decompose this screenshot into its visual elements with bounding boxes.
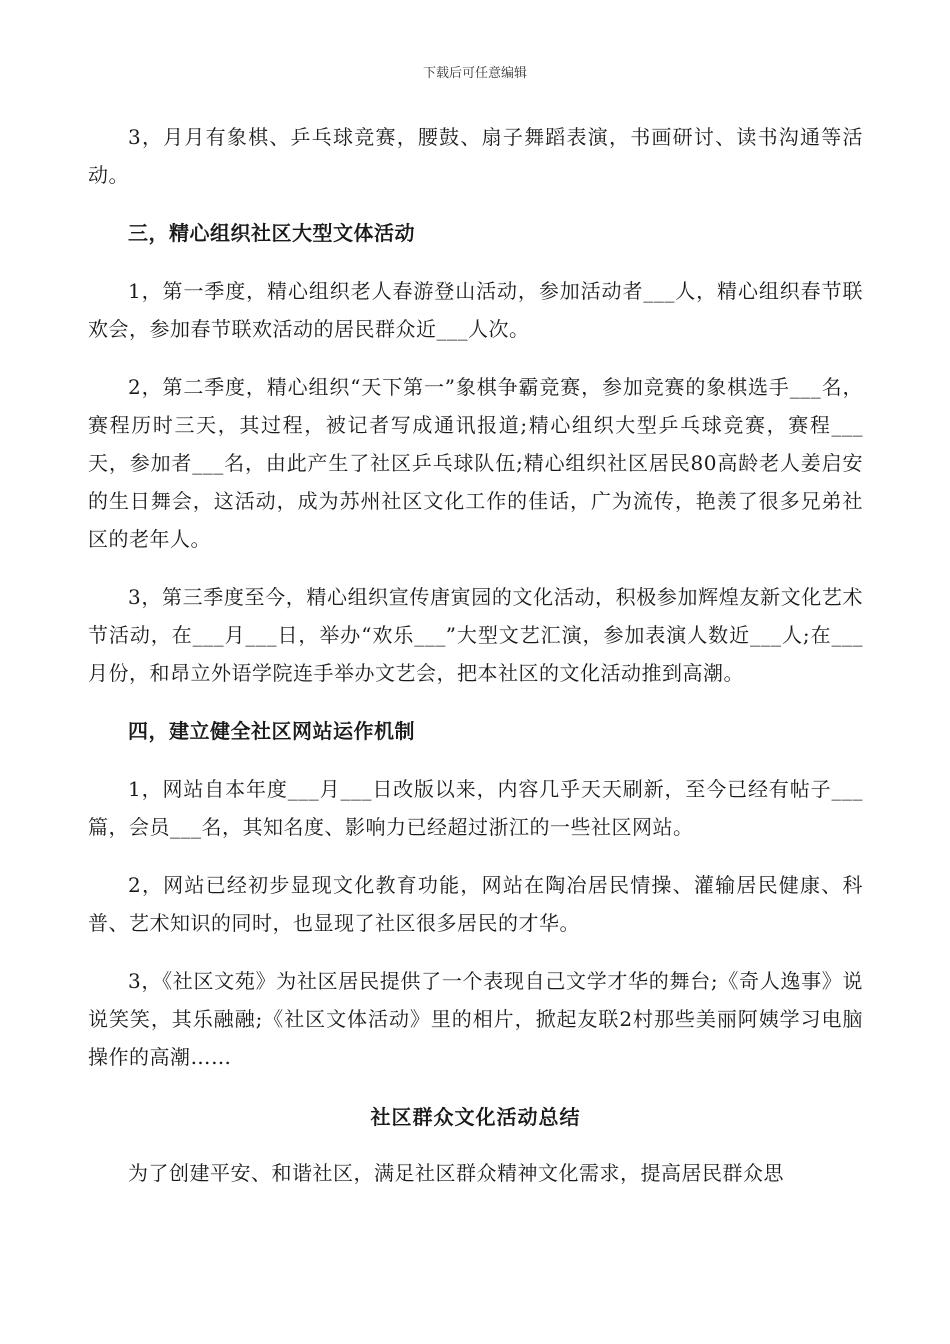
paragraph-activities: 3，月月有象棋、乒乓球竞赛，腰鼓、扇子舞蹈表演，书画研讨、读书沟通等活动。: [88, 125, 863, 187]
section-heading-three: 三，精心组织社区大型文体活动: [128, 221, 415, 245]
paragraph-q3: 3，第三季度至今，精心组织宣传唐寅园的文化活动，积极参加辉煌友新文化艺术节活动，在___月___日，举办“欢乐___”大型文艺汇演，参加表演人数近___人;在___月份，和昂立外语学院连手举办文艺会，把本社区的文化活动推到高潮。: [88, 585, 863, 685]
document-body: [88, 118, 863, 1212]
paragraph-website-3: 3，《社区文苑》为社区居民提供了一个表现自己文学才华的舞台;《奇人逸事》说说笑笑，其乐融融;《社区文体活动》里的相片，掀起友联2村那些美丽阿姨学习电脑操作的高潮……: [88, 969, 863, 1069]
header-note: 下载后可任意编辑: [422, 66, 527, 81]
paragraph-website-1: 1，网站自本年度___月___日改版以来，内容几乎天天刷新，至今已经有帖子___篇，会员___名，其知名度、影响力已经超过浙江的一些社区网站。: [88, 777, 863, 839]
paragraph-q1: 1，第一季度，精心组织老人春游登山活动，参加活动者___人，精心组织春节联欢会，参加春节联欢活动的居民群众近___人次。: [88, 279, 863, 341]
section-heading-four: 四，建立健全社区网站运作机制: [128, 719, 415, 743]
paragraph-website-2: 2，网站已经初步显现文化教育功能，网站在陶冶居民情操、灌输居民健康、科普、艺术知识的同时，也显现了社区很多居民的才华。: [88, 873, 863, 935]
document-title: 社区群众文化活动总结: [370, 1105, 581, 1129]
paragraph-q2: 2，第二季度，精心组织“天下第一”象棋争霸竞赛，参加竞赛的象棋选手___名，赛程历时三天，其过程，被记者写成通讯报道;精心组织大型乒乓球竞赛，赛程___天，参加者___名，由此产生了社区乒乓球队伍;精心组织社区居民80高龄老人姜启安的生日舞会，这活动，成为苏州社区文化工作的佳话，广为流传，艳羡了很多兄弟社区的老年人。: [88, 375, 863, 551]
paragraph-intro: 为了创建平安、和谐社区，满足社区群众精神文化需求，提高居民群众思: [128, 1161, 784, 1185]
